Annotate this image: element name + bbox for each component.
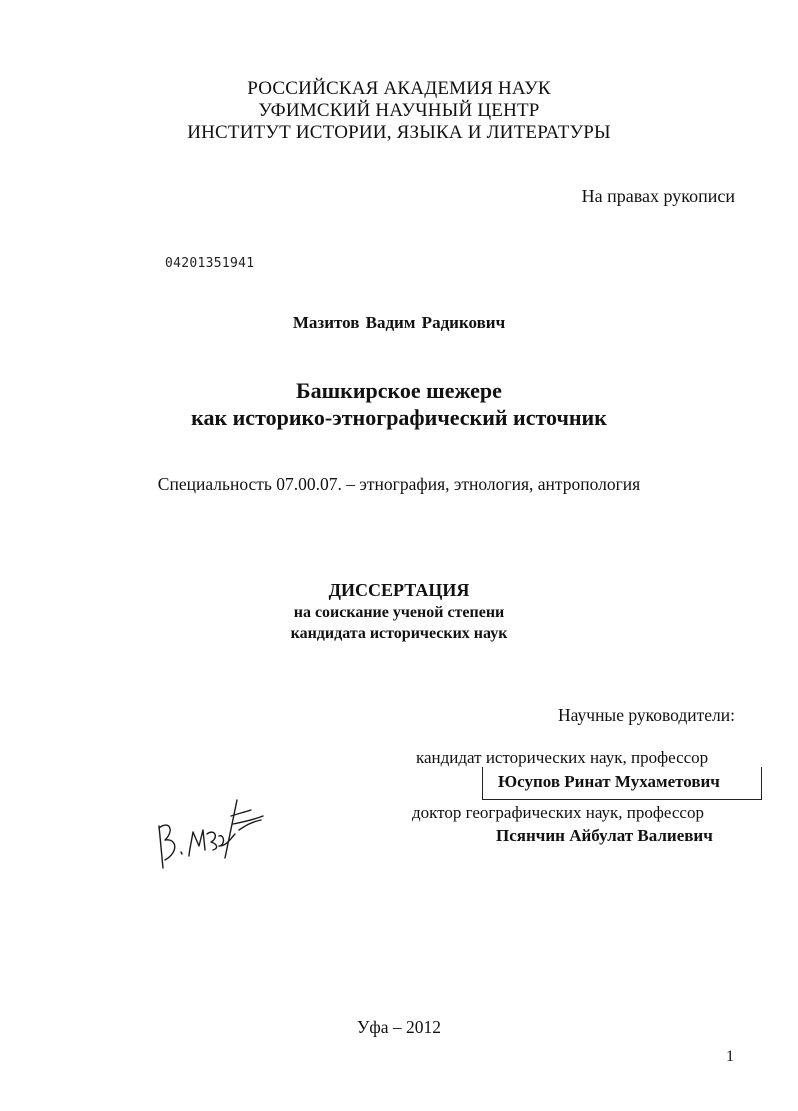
thesis-title-line-1: Башкирское шежере: [296, 378, 502, 403]
degree-line-2: кандидата исторических наук: [290, 625, 508, 642]
advisor-2-title: доктор географических наук, профессор: [412, 803, 704, 822]
institution-institute: ИНСТИТУТ ИСТОРИИ, ЯЗЫКА И ЛИТЕРАТУРЫ: [187, 122, 611, 143]
advisor-1-name: Юсупов Ринат Мухаметович: [498, 772, 720, 791]
author-name: Мазитов Вадим Радикович: [292, 313, 506, 332]
thesis-title-line-2: как историко-этнографический источник: [191, 405, 607, 430]
advisor-2-name: Псянчин Айбулат Валиевич: [496, 826, 713, 845]
specialty-line: Специальность 07.00.07. – этнография, этнология, антропология: [157, 474, 641, 494]
page-number: 1: [726, 1048, 734, 1065]
institution-academy: РОССИЙСКАЯ АКАДЕМИЯ НАУК: [247, 78, 551, 99]
institution-center: УФИМСКИЙ НАУЧНЫЙ ЦЕНТР: [258, 100, 540, 121]
advisors-heading: Научные руководители:: [558, 705, 735, 725]
signature-image: [145, 790, 265, 870]
manuscript-note: На правах рукописи: [581, 186, 735, 206]
city-year: Уфа – 2012: [357, 1017, 441, 1037]
registration-number: 04201351941: [165, 256, 255, 271]
advisor-1-title: кандидат исторических наук, профессор: [416, 748, 709, 767]
degree-line-1: на соискание ученой степени: [293, 604, 505, 621]
dissertation-heading: ДИССЕРТАЦИЯ: [328, 580, 470, 600]
